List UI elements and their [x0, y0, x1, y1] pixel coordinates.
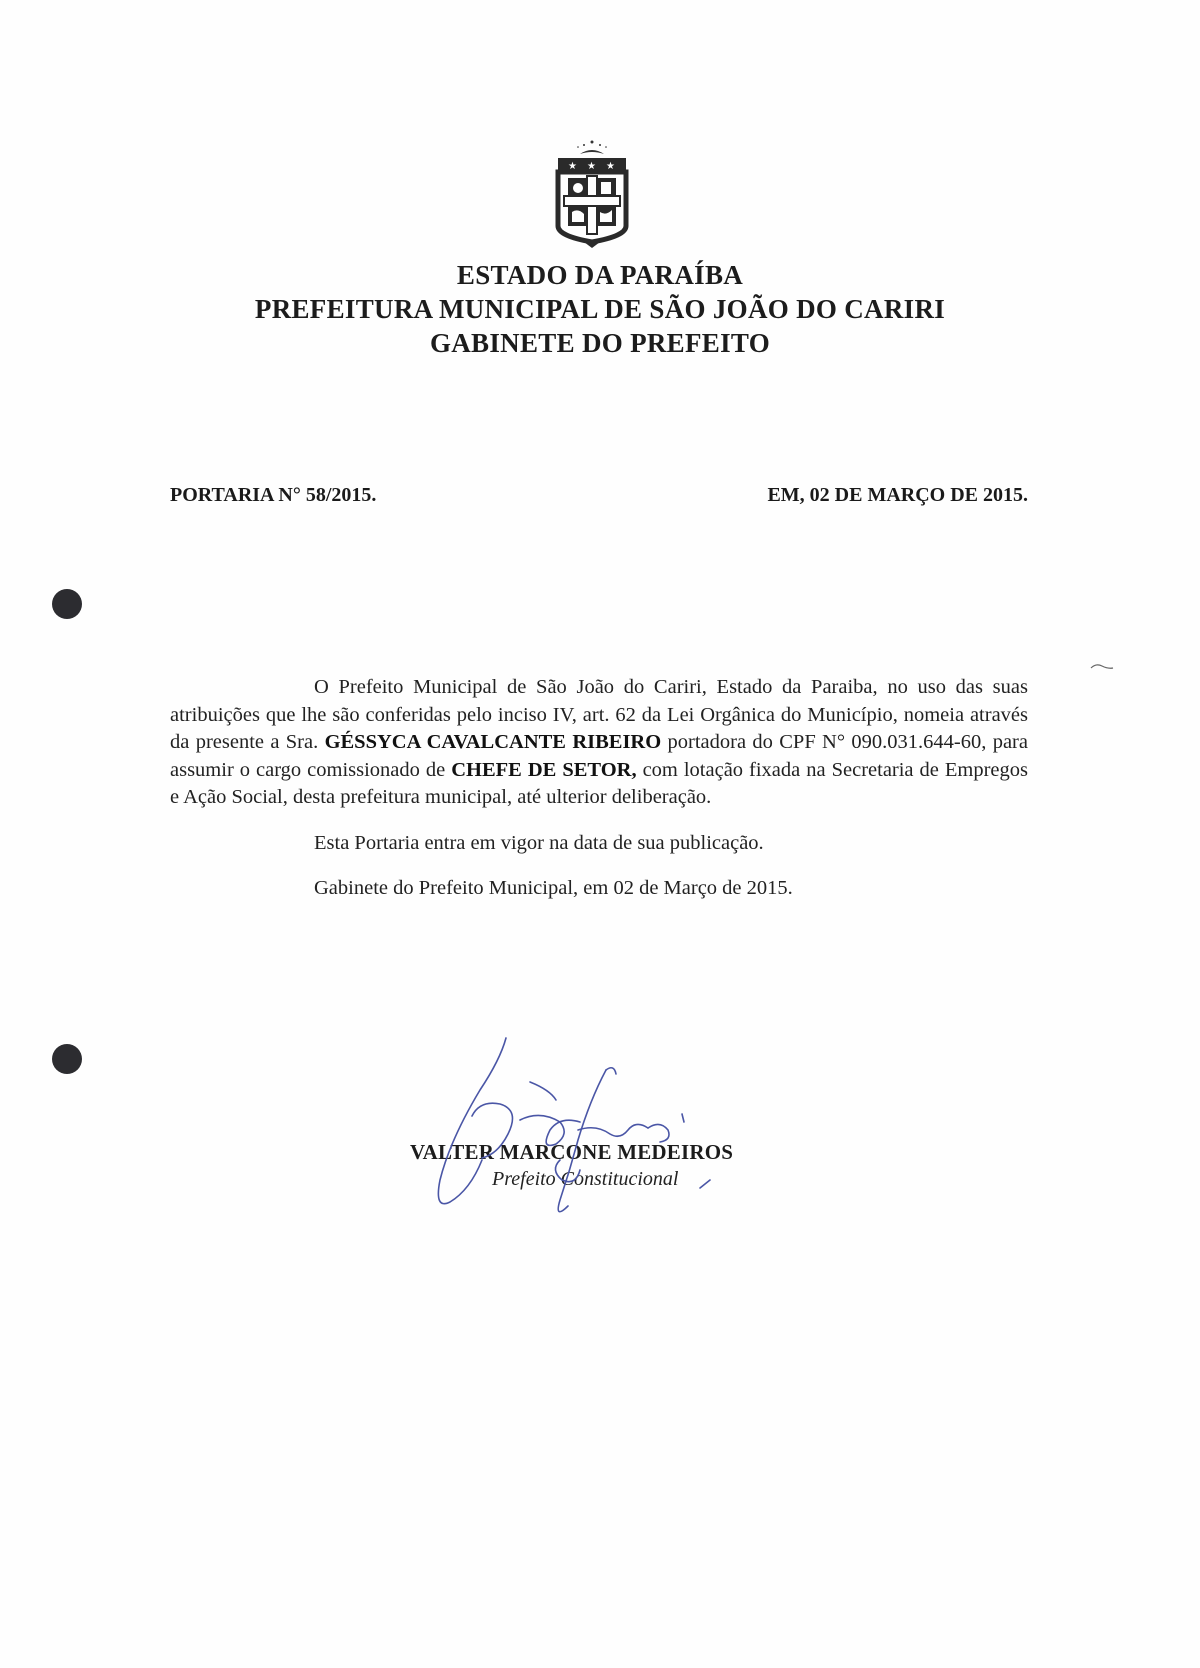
punch-hole-bottom — [52, 1044, 82, 1074]
svg-text:★: ★ — [606, 161, 615, 172]
handwritten-signature-icon — [410, 1030, 740, 1230]
svg-text:★: ★ — [587, 161, 596, 172]
svg-text:★: ★ — [568, 161, 577, 172]
closing-paragraph: Gabinete do Prefeito Municipal, em 02 de Março de 2015. — [314, 877, 793, 899]
document-body — [170, 674, 1028, 903]
appointment-paragraph — [170, 674, 1028, 812]
header-state: ESTADO DA PARAÍBA — [456, 260, 744, 290]
punch-hole-top — [52, 589, 82, 619]
ordinance-number: PORTARIA N° 58/2015. — [170, 484, 377, 506]
body-text-part: com lotação fixada na Secretaria de Empregos e Ação Social, desta prefeitura municipal, até ulterior deliberação. — [170, 758, 1028, 808]
coat-of-arms-icon — [554, 138, 630, 250]
header-municipality: PREFEITURA MUNICIPAL DE SÃO JOÃO DO CARIRI — [254, 294, 946, 324]
ordinance-date: EM, 02 DE MARÇO DE 2015. — [767, 484, 1028, 506]
position-title: CHEFE DE SETOR, — [451, 758, 637, 781]
body-text-part: O Prefeito Municipal de São João do Cariri, Estado da Paraiba, no uso das suas atribuições que lhe são conferidas pelo inciso IV, art. 62 da Lei Orgânica do Município, nomeia através da presente a Sra. — [170, 676, 1028, 753]
body-text-part: portadora do CPF N° 090.031.644-60, para assumir o cargo comissionado de — [170, 731, 1028, 781]
header-office: GABINETE DO PREFEITO — [429, 328, 771, 358]
effective-paragraph: Esta Portaria entra em vigor na data de sua publicação. — [314, 831, 764, 854]
appointee-name: GÉSSYCA CAVALCANTE RIBEIRO — [324, 731, 662, 753]
document-header — [0, 258, 1200, 360]
signatory-name: VALTER MARCONE MEDEIROS — [410, 1140, 734, 1164]
signatory-title: Prefeito Constitucional — [492, 1168, 679, 1190]
stray-mark-icon — [1090, 662, 1114, 672]
